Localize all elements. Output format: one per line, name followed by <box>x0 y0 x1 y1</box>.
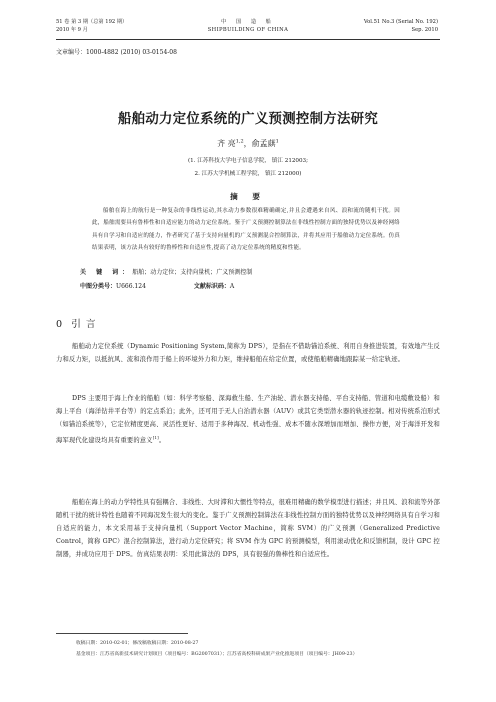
paragraph-1: 船舶动力定位系统（Dynamic Positioning System,简称为 DPS），是指在不借助锚泊系统、利用自身推进装置，有效地产生反力和反力矩，以抵抗风、流和浪作用于船上的环境外力和力矩，维持船舶在给定位置，或使船舶精确地跟踪某一给定轨迹。 <box>56 343 440 363</box>
header-journal-en: SHIPBUILDING OF CHINA <box>207 27 289 33</box>
doc-code-value: A <box>229 283 235 290</box>
section-title: 引 言 <box>71 319 97 330</box>
author-separator: ， <box>243 139 252 148</box>
header-journal-cn: 中 国 造 船 <box>221 19 275 25</box>
paper-title: 船舶动力定位系统的广义预测控制方法研究 <box>117 111 379 127</box>
affiliation-2: 2. 江苏大学机械工程学院， 镇江 212000) <box>194 171 302 177</box>
abstract-text: 船舶在海上的航行是一种复杂的非线性运动,其水动力参数很难精确确定,并且会遭遇来自风、浪和流的随机干扰。因此，船舶需要具有鲁棒性和自适应能力的动力定位系统。鉴于广义预测控制算法在非线性控制方面的独特优势以及神经网络具有自学习和自适应的能力，作者研究了基于支持向量机的广义预测混合控制算法，并将其应用于船舶动力定位系统。仿真结果表明，该方法具有较好的鲁棒性和自适应性,提高了动力定位系统的精度和性能。 <box>92 208 400 252</box>
affiliation-1: (1. 江苏科技大学电子信息学院， 镇江 212003; <box>188 158 308 164</box>
section-heading <box>56 316 96 330</box>
citation-1: [1] <box>152 435 159 440</box>
paragraph-3: 船舶在海上的动力学特性具有强耦合、非线性、大时滞和大惯性等特点，很难用精确的数学模型进行描述；并且风、浪和流等外部随机干扰的统计特性也随着不同海况发生很大的变化。鉴于广义预测控制算法在非线性控制方面的独特优势以及神经网络具有自学习和自适应的能力，本文采用基于支持向量机（Support Vector Machine，简称 SVM）的广义预测（Generalized Predictive Control，简称 GPC）混合控制算法，进行动力定位研究；将 SVM 作为 GPC 的预测模型，利用滚动优化和反馈机制，设计 GPC 控制器，并成功应用于 DPS。仿真结果表明：采用此算法的 DPS，具有很强的鲁棒性和自适应性。 <box>56 499 440 558</box>
doc-code-label: 文献标识码： <box>193 283 230 290</box>
section-number: 0 <box>56 319 64 330</box>
keywords-text: 船舶；动力定位；支持向量机；广义预测控制 <box>132 269 253 276</box>
running-header-right <box>364 18 438 34</box>
header-volume-en: Vol.51 No.3 (Serial No. 192) <box>363 19 438 25</box>
paragraph-2-tail: 。 <box>158 437 166 445</box>
keywords <box>80 267 252 276</box>
article-number: 文章编号：1000-4882 (2010) 03-0154-08 <box>56 49 177 56</box>
author-2-affil: 1 <box>275 138 279 145</box>
clc-value: U666.124 <box>116 283 146 290</box>
paragraph-2 <box>56 392 440 447</box>
author-1: 齐 亮 <box>217 139 236 148</box>
author-1-affil: 1,2 <box>235 138 244 145</box>
header-volume: 51 卷 第 3 期（总第 192 期） <box>56 19 128 25</box>
footnote-received: 收稿日期：2010-02-01；修改稿收稿日期：2010-08-27 <box>76 641 199 646</box>
clc-label: 中图分类号： <box>80 283 117 290</box>
classification <box>80 281 234 290</box>
header-date: 2010 年 9 月 <box>56 27 88 33</box>
header-rule <box>56 39 440 40</box>
abstract-heading: 摘 要 <box>230 192 266 201</box>
paragraph-2-text: DPS 主要用于海上作业的船舶（如：科学考察船、深海救生船、生产油轮、潜水器支持船、平台支持船、管道和电缆敷设船）和海上平台（海洋钻井平台等）的定点系泊；此外，还可用于无人自治潜水器（AUV）或其它类型潜水器的轨迹控制。相对传统系泊形式（如锚泊系统等），它定位精度更高、灵活性更好、适用于多种海况、机动性强、成本不随水深增加而增加、操作方便，对于海洋开发和海军现代化建设均具有重要的意义 <box>56 395 440 445</box>
footnote-funding: 基金项目：江苏省高新技术研究计划项目（项目编号：BG2007031）；江苏省高校科研成果产业化推进项目（项目编号：JH09-23） <box>76 652 358 657</box>
keywords-label: 关 键 词： <box>80 269 133 276</box>
author-2: 俞孟蕻 <box>251 139 276 148</box>
author-line <box>0 138 496 149</box>
header-date-en: Sep. 2010 <box>411 27 438 33</box>
footnote-rule <box>56 633 188 634</box>
